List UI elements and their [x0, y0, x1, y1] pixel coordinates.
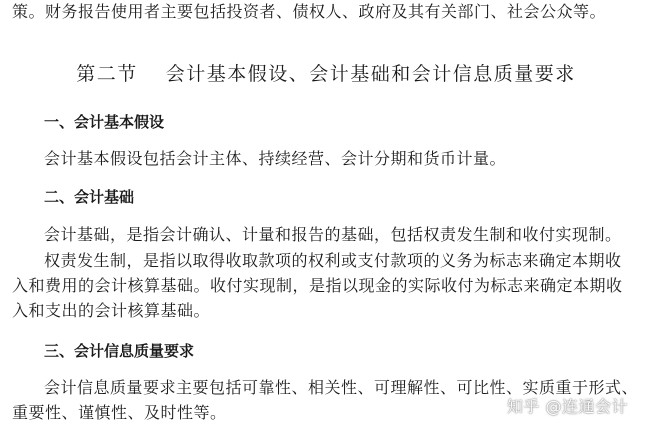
- part-heading-accounting-basis: 二、会计基础: [44, 188, 135, 206]
- paragraph-line: 入和支出的会计核算基础。: [12, 301, 211, 320]
- paragraph-line: 权责发生制，是指以取得收取款项的权利或支付款项的义务为标志来确定本期收: [44, 251, 622, 270]
- section-title: 会计基本假设、会计基础和会计信息质量要求: [165, 63, 576, 85]
- paragraph-line: 入和费用的会计核算基础。收付实现制，是指以现金的实际收付为标志来确定本期收: [12, 276, 623, 295]
- section-heading: [0, 62, 652, 86]
- zhihu-watermark: 知乎 @连通会计: [506, 397, 628, 416]
- paragraph-line: 会计信息质量要求主要包括可靠性、相关性、可理解性、可比性、实质重于形式、: [44, 378, 639, 397]
- paragraph-line: 会计基础，是指会计确认、计量和报告的基础，包括权责发生制和收付实现制。: [44, 225, 622, 244]
- paragraph-line: 会计基本假设包括会计主体、持续经营、会计分期和货币计量。: [44, 149, 507, 168]
- section-number: 第二节: [76, 63, 138, 85]
- paragraph-line: 重要性、谨慎性、及时性等。: [12, 403, 227, 422]
- part-heading-basic-assumptions: 一、会计基本假设: [44, 113, 165, 131]
- part-heading-quality-requirements: 三、会计信息质量要求: [44, 342, 195, 360]
- intro-paragraph-tail: 策。财务报告使用者主要包括投资者、债权人、政府及其有关部门、社会公众等。: [12, 2, 607, 21]
